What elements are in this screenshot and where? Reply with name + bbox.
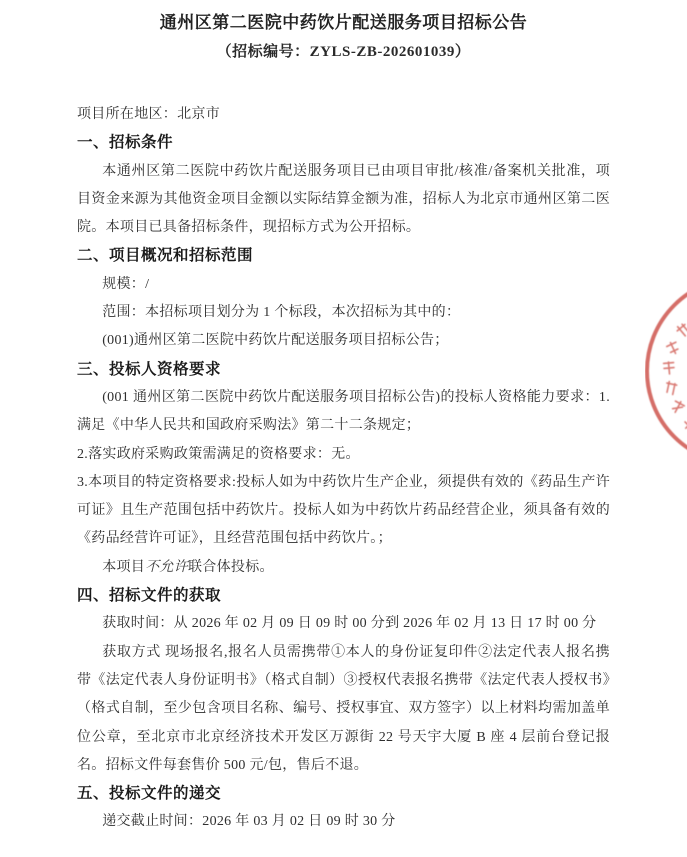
qualification-requirement-3: 3.本项目的特定资格要求:投标人如为中药饮片生产企业，须提供有效的《药品生产许可证》且生产范围包括中药饮片。投标人如为中药饮片药品经营企业，须具备有效的《药品经营许可证》，且经营范围包括中药饮片。； bbox=[77, 474, 610, 547]
doc-title: 通州区第二医院中药饮片配送服务项目招标公告 bbox=[159, 13, 528, 32]
jv-prefix: 本项目 bbox=[102, 559, 146, 575]
joint-venture-clause bbox=[77, 554, 610, 582]
section-4-heading: 四、招标文件的获取 bbox=[77, 587, 222, 605]
document-obtain-time: 获取时间：从 2026 年 02 月 09 日 09 时 00 分到 2026 年 02 月 13 日 17 时 00 分 bbox=[102, 616, 597, 632]
section-1-paragraph: 本通州区第二医院中药饮片配送服务项目已由项目审批/核准/备案机关批准，项目资金来源为其他资金项目金额以实际结算金额为准，招标人为北京市通州区第二医院。本项目已具备招标条件，现招标方式为公开招标。 bbox=[77, 163, 610, 236]
section-2-heading: 二、项目概况和招标范围 bbox=[77, 247, 254, 265]
qualification-requirement-1: (001 通州区第二医院中药饮片配送服务项目招标公告)的投标人资格能力要求：1.满足《中华人民共和国政府采购法》第二十二条规定； bbox=[77, 389, 610, 434]
lot-001-line: (001)通州区第二医院中药饮片配送服务项目招标公告； bbox=[102, 333, 449, 349]
submission-deadline: 递交截止时间：2026 年 03 月 02 日 09 时 30 分 bbox=[102, 814, 396, 830]
document-obtain-method: 获取方式 现场报名,报名人员需携带①本人的身份证复印件②法定代表人报名携带《法定代表人身份证明书》（格式自制）③授权代表报名携带《法定代表人授权书》（格式自制，至少包含项目名称、编号、授权事宜、双方签字）以上材料均需加盖单位公章，至北京市北京经济技术开发区万源街 22 号天宇大厦 B 座 4 层前台登记报名。招标文件每套售价 500 元/包，售后不退。 bbox=[77, 644, 610, 773]
jv-suffix: 联合体投标。 bbox=[188, 559, 274, 575]
section-3-heading: 三、投标人资格要求 bbox=[77, 360, 222, 378]
section-1-heading: 一、招标条件 bbox=[77, 134, 174, 152]
jv-not-allowed-emphasis: 不允许 bbox=[145, 559, 188, 575]
section-5-heading: 五、投标文件的递交 bbox=[77, 785, 222, 803]
qualification-requirement-2: 2.落实政府采购政策需满足的资格要求：无。 bbox=[77, 446, 360, 462]
project-scope: 范围：本招标项目划分为 1 个标段，本次招标为其中的： bbox=[102, 305, 461, 321]
tender-ref-number: （招标编号：ZYLS-ZB-202601039） bbox=[216, 44, 471, 60]
project-scale: 规模：/ bbox=[102, 276, 150, 292]
project-location: 项目所在地区：北京市 bbox=[77, 107, 220, 122]
spacer bbox=[77, 66, 610, 101]
